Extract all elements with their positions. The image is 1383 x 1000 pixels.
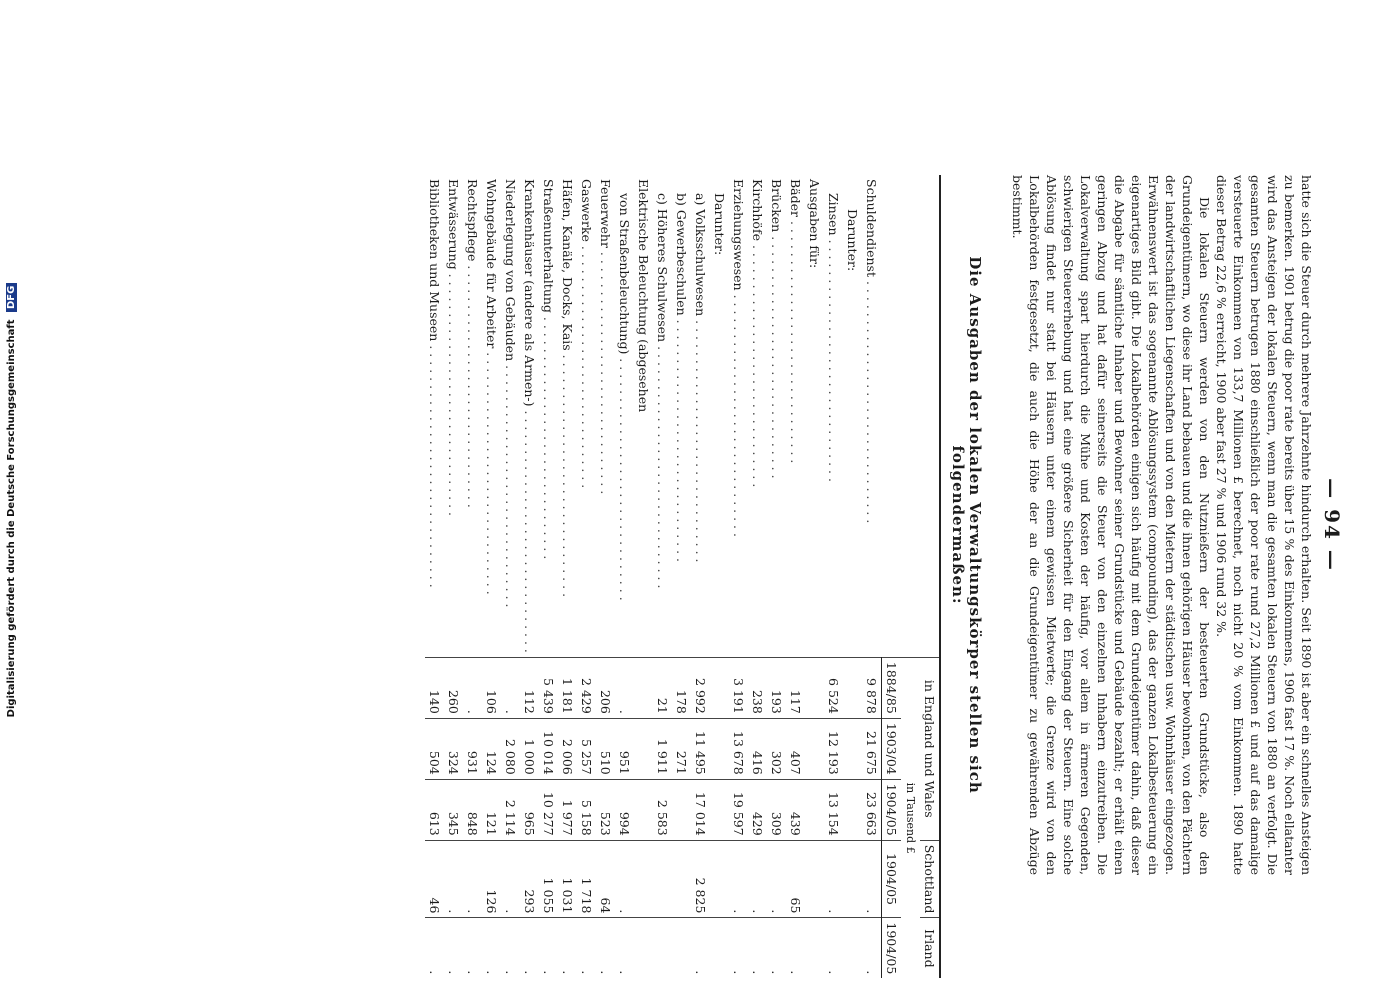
- cell-value: .: [463, 918, 482, 978]
- row-label: Ausgaben für:: [806, 179, 822, 269]
- cell-value: 309: [767, 779, 786, 840]
- table-row: [463, 175, 482, 978]
- cell-value: 1 000: [520, 718, 539, 779]
- cell-value: 121: [482, 779, 501, 840]
- row-label: Bäder . . .: [786, 175, 805, 657]
- cell-value: 9 878: [862, 657, 882, 718]
- cell-value: 2 583: [653, 779, 672, 840]
- cell-value: [653, 918, 672, 978]
- cell-value: [710, 840, 729, 918]
- cell-value: 10 014: [539, 718, 558, 779]
- table-row: [444, 175, 463, 978]
- cell-value: 2 429: [577, 657, 596, 718]
- year-header: 1904/05: [881, 918, 901, 978]
- page-number: — 94 —: [1319, 478, 1344, 572]
- cell-value: 11 495: [691, 718, 710, 779]
- cell-value: .: [444, 840, 463, 918]
- group-header-england: in England und Wales: [920, 657, 940, 840]
- cell-value: 178: [672, 657, 691, 718]
- label-column-header: [881, 175, 940, 657]
- cell-value: [805, 918, 824, 978]
- cell-value: .: [577, 918, 596, 978]
- cell-value: 124: [482, 718, 501, 779]
- cell-value: [653, 840, 672, 918]
- paragraph-2: Die lokalen Steuern werden von den Nutznießern der besteuerten Grundstücke, also den Grundeigentümern, wo diese ihr Land bebauen und die ihnen gehörigen Häuser bewohnen, von den Pächtern der landwirtschaftlichen Liegenschaften und von den Mietern der städtischen usw. Wohnhäuser eingezogen. Erwähnenswert ist das sogenannte Ablösungssystem (compounding), das der ganzen Lokalbesteuerung ein eigenartiges Bild gibt. Die Lokalbehörden einigen sich häufig mit dem Grundeigentümer dahin, daß dieser die Abgabe für sämtliche Inhaber und Bewohner seiner Grundstücke und Gebäude bezahlt; er erhält einen geringen Abzug und hat dafür seinerseits die Steuer von den einzelnen Inhabern einzutreiben. Die Lokalverwaltung spart hierdurch die Mühe und Kosten der häufig, vor allem in ärmeren Gegenden, schwierigen Steuererhebung und hat eine größere Sicherheit für den Eingang der Steuern. Eine solche Ablösung findet nur statt bei Häusern unter einem gewissen Mietwerte; die Grenze wird von den Lokalbehörden festgesetzt, die auch die Höhe der an die Grundeigentümer zu gewährenden Abzüge bestimmt.: [1009, 175, 1212, 875]
- paragraph-1: hatte sich die Steuer durch mehrere Jahrzehnte hindurch erhalten. Seit 1890 ist aber ein schnelles Ansteigen zu bemerken. 1901 betrug die poor rate bereits über 15 % des Einkommens, 1906 fast 17 %. Noch ellatanter wird das Ansteigen der lokalen Steuern, wenn man die gesamten lokalen Steuern von 1880 an verfolgt. Die gesamten Steuern betrugen 1880 einschließlich der poor rate rund 27,2 Millionen £ und auf das damalige versteuerte Einkommen von 133,7 Millionen £ berechnet, noch nicht 20 % vom Einkommen. 1890 hatte dieser Betrag 22,6 % erreicht, 1900 aber fast 27 % und 1906 rund 32 %.: [1213, 175, 1314, 875]
- cell-value: 1 718: [577, 840, 596, 918]
- row-label: Schuldendienst . . .: [862, 175, 882, 657]
- row-label: Darunter:: [711, 193, 727, 256]
- cell-value: 17 014: [691, 779, 710, 840]
- row-label: a) Volksschulwesen . . .: [691, 175, 710, 657]
- cell-value: [672, 918, 691, 978]
- cell-value: 2 992: [691, 657, 710, 718]
- row-label: Zinsen . . .: [824, 175, 843, 657]
- table-title: Die Ausgaben der lokalen Verwaltungskörper stellen sich folgendermaßen:: [948, 256, 984, 794]
- cell-value: 3 191: [729, 657, 748, 718]
- cell-value: 65: [786, 840, 805, 918]
- cell-value: 271: [672, 718, 691, 779]
- table-row: [615, 175, 634, 978]
- cell-value: 126: [482, 840, 501, 918]
- cell-value: 293: [520, 840, 539, 918]
- cell-value: 1 911: [653, 718, 672, 779]
- row-label: Straßenunterhaltung . . .: [539, 175, 558, 657]
- table-row: [691, 175, 710, 978]
- table-row: [539, 175, 558, 978]
- cell-value: .: [501, 918, 520, 978]
- cell-value: 2 114: [501, 779, 520, 840]
- cell-value: 5 257: [577, 718, 596, 779]
- cell-value: 206: [596, 657, 615, 718]
- cell-value: 1 031: [558, 840, 577, 918]
- cell-value: .: [444, 918, 463, 978]
- row-label: Rechtspflege . . .: [463, 175, 482, 657]
- cell-value: 324: [444, 718, 463, 779]
- cell-value: [634, 779, 653, 840]
- cell-value: .: [862, 840, 882, 918]
- cell-value: 21 675: [862, 718, 882, 779]
- cell-value: [805, 779, 824, 840]
- cell-value: 613: [425, 779, 444, 840]
- row-label: Darunter:: [844, 209, 860, 272]
- cell-value: 5 158: [577, 779, 596, 840]
- row-label: Brücken . . .: [767, 175, 786, 657]
- table-row: [824, 175, 843, 978]
- group-header-ireland: Irland: [920, 918, 940, 978]
- year-header: 1904/05: [881, 779, 901, 840]
- row-label: von Straßenbeleuchtung) . . .: [615, 175, 634, 657]
- cell-value: .: [501, 657, 520, 718]
- cell-value: .: [596, 918, 615, 978]
- cell-value: .: [729, 918, 748, 978]
- cell-value: 1 055: [539, 840, 558, 918]
- rotated-page: [22, 10, 1362, 990]
- table-row: [501, 175, 520, 978]
- row-label: Häfen, Kanäle, Docks, Kais . . .: [558, 175, 577, 657]
- cell-value: .: [539, 918, 558, 978]
- cell-value: 260: [444, 657, 463, 718]
- row-label: Kirchhöfe . . .: [748, 175, 767, 657]
- cell-value: 951: [615, 718, 634, 779]
- table-row: [653, 175, 672, 978]
- year-header: 1904/05: [881, 840, 901, 918]
- cell-value: [805, 657, 824, 718]
- group-header-scotland: Schottland: [920, 840, 940, 918]
- cell-value: 13 678: [729, 718, 748, 779]
- cell-value: .: [615, 657, 634, 718]
- cell-value: 21: [653, 657, 672, 718]
- cell-value: [710, 718, 729, 779]
- dfg-logo: DFG: [6, 283, 17, 312]
- cell-value: 19 597: [729, 779, 748, 840]
- cell-value: [672, 840, 691, 918]
- cell-value: 106: [482, 657, 501, 718]
- cell-value: .: [463, 840, 482, 918]
- year-header: 1903/04: [881, 718, 901, 779]
- cell-value: .: [615, 840, 634, 918]
- cell-value: 13 154: [824, 779, 843, 840]
- cell-value: 510: [596, 718, 615, 779]
- cell-value: [634, 718, 653, 779]
- cell-value: [843, 657, 862, 718]
- table-row: [710, 175, 729, 978]
- cell-value: 23 663: [862, 779, 882, 840]
- cell-value: 1 977: [558, 779, 577, 840]
- row-label: Niederlegung von Gebäuden . . .: [501, 175, 520, 657]
- cell-value: 429: [748, 779, 767, 840]
- cell-value: 407: [786, 718, 805, 779]
- digitization-credit: [6, 0, 17, 1000]
- unit-label: in Tausend £: [901, 657, 920, 978]
- cell-value: .: [482, 918, 501, 978]
- cell-value: .: [767, 918, 786, 978]
- cell-value: 2 080: [501, 718, 520, 779]
- cell-value: 994: [615, 779, 634, 840]
- table-row: [577, 175, 596, 978]
- year-header: 1884/85: [881, 657, 901, 718]
- table-row: [482, 175, 501, 978]
- table-row: [786, 175, 805, 978]
- cell-value: .: [520, 918, 539, 978]
- cell-value: [710, 779, 729, 840]
- cell-value: 140: [425, 657, 444, 718]
- cell-value: 64: [596, 840, 615, 918]
- cell-value: .: [786, 918, 805, 978]
- cell-value: .: [748, 840, 767, 918]
- cell-value: [843, 840, 862, 918]
- table-row: [805, 175, 824, 978]
- cell-value: 1 181: [558, 657, 577, 718]
- table-row: [520, 175, 539, 978]
- row-label: Entwässerung . . .: [444, 175, 463, 657]
- cell-value: 5 439: [539, 657, 558, 718]
- cell-value: 2 825: [691, 840, 710, 918]
- table-row: [634, 175, 653, 978]
- cell-value: [843, 918, 862, 978]
- cell-value: [843, 718, 862, 779]
- cell-value: .: [501, 840, 520, 918]
- credit-text: Digitalisierung gefördert durch die Deutsche Forschungsgemeinschaft: [6, 319, 17, 718]
- cell-value: .: [691, 918, 710, 978]
- table-row: [672, 175, 691, 978]
- row-label: Feuerwehr . . .: [596, 175, 615, 657]
- cell-value: .: [824, 918, 843, 978]
- cell-value: .: [615, 918, 634, 978]
- cell-value: 345: [444, 779, 463, 840]
- row-label: Elektrische Beleuchtung (abgesehen: [635, 179, 651, 413]
- cell-value: [672, 779, 691, 840]
- row-label: Erziehungswesen . . .: [729, 175, 748, 657]
- table-body: [425, 175, 882, 978]
- cell-value: .: [862, 918, 882, 978]
- table-row: [862, 175, 882, 978]
- cell-value: 848: [463, 779, 482, 840]
- cell-value: .: [748, 918, 767, 978]
- cell-value: 523: [596, 779, 615, 840]
- row-label: c) Höheres Schulwesen . . .: [653, 175, 672, 657]
- cell-value: .: [824, 840, 843, 918]
- cell-value: 439: [786, 779, 805, 840]
- row-label: Krankenhäuser (andere als Armen-) . . .: [520, 175, 539, 657]
- cell-value: .: [729, 840, 748, 918]
- cell-value: 10 277: [539, 779, 558, 840]
- cell-value: .: [558, 918, 577, 978]
- table-group-header-row: [920, 175, 940, 978]
- cell-value: .: [463, 657, 482, 718]
- row-label: Gaswerke . . .: [577, 175, 596, 657]
- cell-value: 302: [767, 718, 786, 779]
- table-row: [767, 175, 786, 978]
- cell-value: [805, 718, 824, 779]
- cell-value: 931: [463, 718, 482, 779]
- cell-value: 965: [520, 779, 539, 840]
- cell-value: 112: [520, 657, 539, 718]
- table-row: [843, 175, 862, 978]
- table-row: [425, 175, 444, 978]
- cell-value: [634, 918, 653, 978]
- table-row: [558, 175, 577, 978]
- page-content: [425, 175, 1344, 975]
- cell-value: 504: [425, 718, 444, 779]
- cell-value: .: [767, 840, 786, 918]
- cell-value: [634, 840, 653, 918]
- cell-value: [843, 779, 862, 840]
- cell-value: 12 193: [824, 718, 843, 779]
- cell-value: 6 524: [824, 657, 843, 718]
- cell-value: [710, 918, 729, 978]
- row-label: b) Gewerbeschulen . . .: [672, 175, 691, 657]
- table-row: [596, 175, 615, 978]
- cell-value: [634, 657, 653, 718]
- cell-value: 2 006: [558, 718, 577, 779]
- cell-value: 193: [767, 657, 786, 718]
- cell-value: [710, 657, 729, 718]
- table-row: [729, 175, 748, 978]
- row-label: Wohngebäude für Arbeiter . . .: [482, 175, 501, 657]
- cell-value: [805, 840, 824, 918]
- cell-value: 416: [748, 718, 767, 779]
- expenditure-table: [425, 175, 941, 978]
- table-row: [748, 175, 767, 978]
- cell-value: 46: [425, 840, 444, 918]
- row-label: Bibliotheken und Museen . . .: [425, 175, 444, 657]
- cell-value: 238: [748, 657, 767, 718]
- cell-value: 117: [786, 657, 805, 718]
- cell-value: .: [425, 918, 444, 978]
